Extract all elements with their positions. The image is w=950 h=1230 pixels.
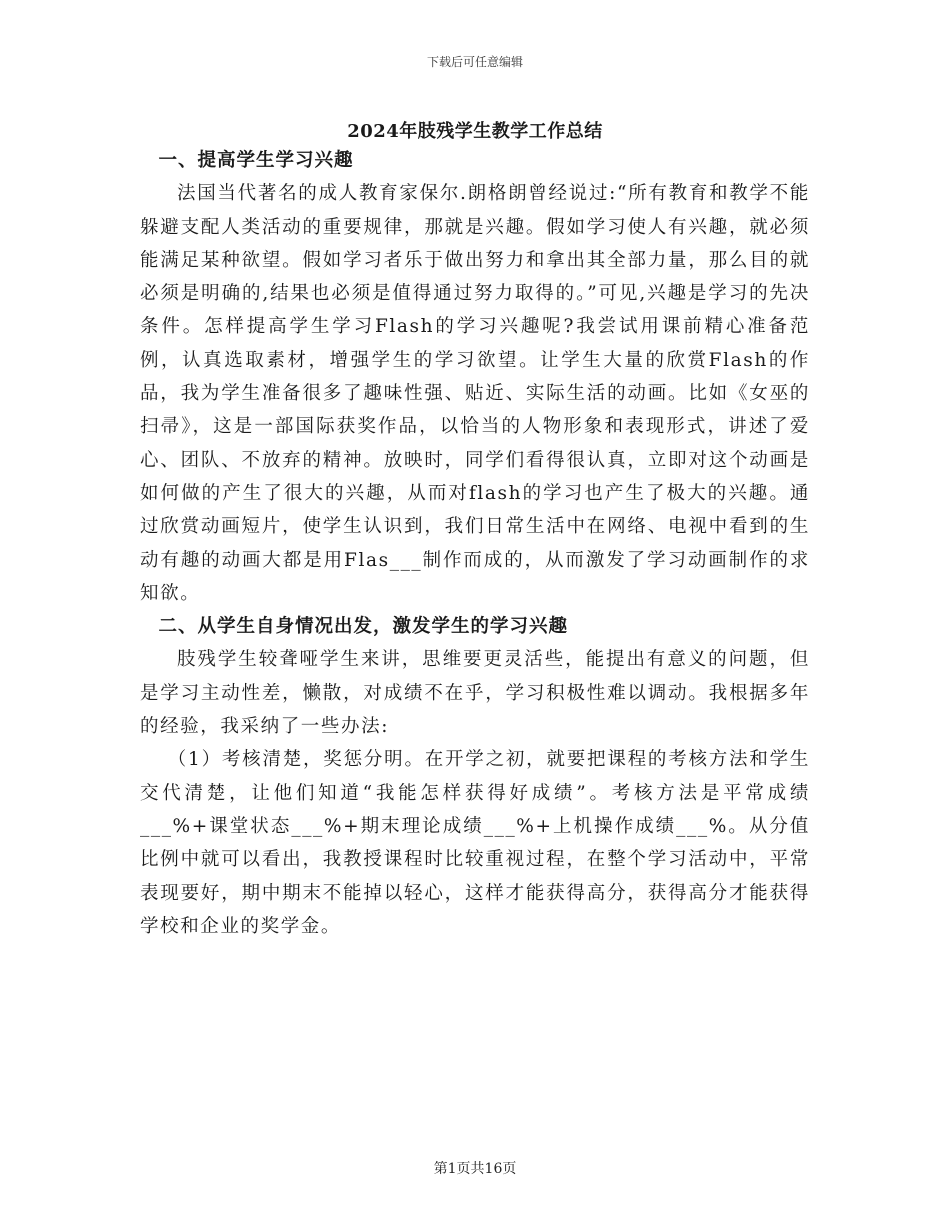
page-footer: 第1页共16页 (433, 1161, 517, 1177)
section-heading-2: 二、从学生自身情况出发，激发学生的学习兴趣 (158, 616, 569, 638)
section-heading-1: 一、提高学生学习兴趣 (158, 150, 354, 171)
section-2-paragraph-1: 肢残学生较聋哑学生来讲，思维要更灵活些，能提出有意义的问题，但是学习主动性差，懒散，对成绩不在乎，学习积极性难以调动。我根据多年的经验，我采纳了一些办法: (140, 649, 810, 738)
document-body (140, 144, 810, 943)
section-1-paragraph-1: 法国当代著名的成人教育家保尔.朗格朗曾经说过:“所有教育和教学不能躲避支配人类活动的重要规律，那就是兴趣。假如学习使人有兴趣，就必须能满足某种欲望。假如学习者乐于做出努力和拿出其全部力量，那么目的就必须是明确的,结果也必须是值得通过努力取得的。”可见,兴趣是学习的先决条件。怎样提高学生学习Flash的学习兴趣呢?我尝试用课前精心准备范例，认真选取素材，增强学生的学习欲望。让学生大量的欣赏Flash的作品，我为学生准备很多了趣味性强、贴近、实际生活的动画。比如《女巫的扫帚》，这是一部国际获奖作品，以恰当的人物形象和表现形式，讲述了爱心、团队、不放弃的精神。放映时，同学们看得很认真，立即对这个动画是如何做的产生了很大的兴趣，从而对flash的学习也产生了极大的兴趣。通过欣赏动画短片，使学生认识到，我们日常生活中在网络、电视中看到的生动有趣的动画大都是用Flas___制作而成的，从而激发了学习动画制作的求知欲。 (140, 183, 810, 604)
section-2-item-1: （1）考核清楚，奖惩分明。在开学之初，就要把课程的考核方法和学生交代清楚，让他们知道“我能怎样获得好成绩”。考核方法是平常成绩___%+课堂状态___%+期末理论成绩___%+上机操作成绩___%。从分值比例中就可以看出，我教授课程时比较重视过程，在整个学习活动中，平常表现要好，期中期末不能掉以轻心，这样才能获得高分，获得高分才能获得学校和企业的奖学金。 (140, 749, 810, 937)
header-note: 下载后可任意编辑 (426, 55, 523, 69)
document-title: 2024年肢残学生教学工作总结 (347, 121, 603, 142)
